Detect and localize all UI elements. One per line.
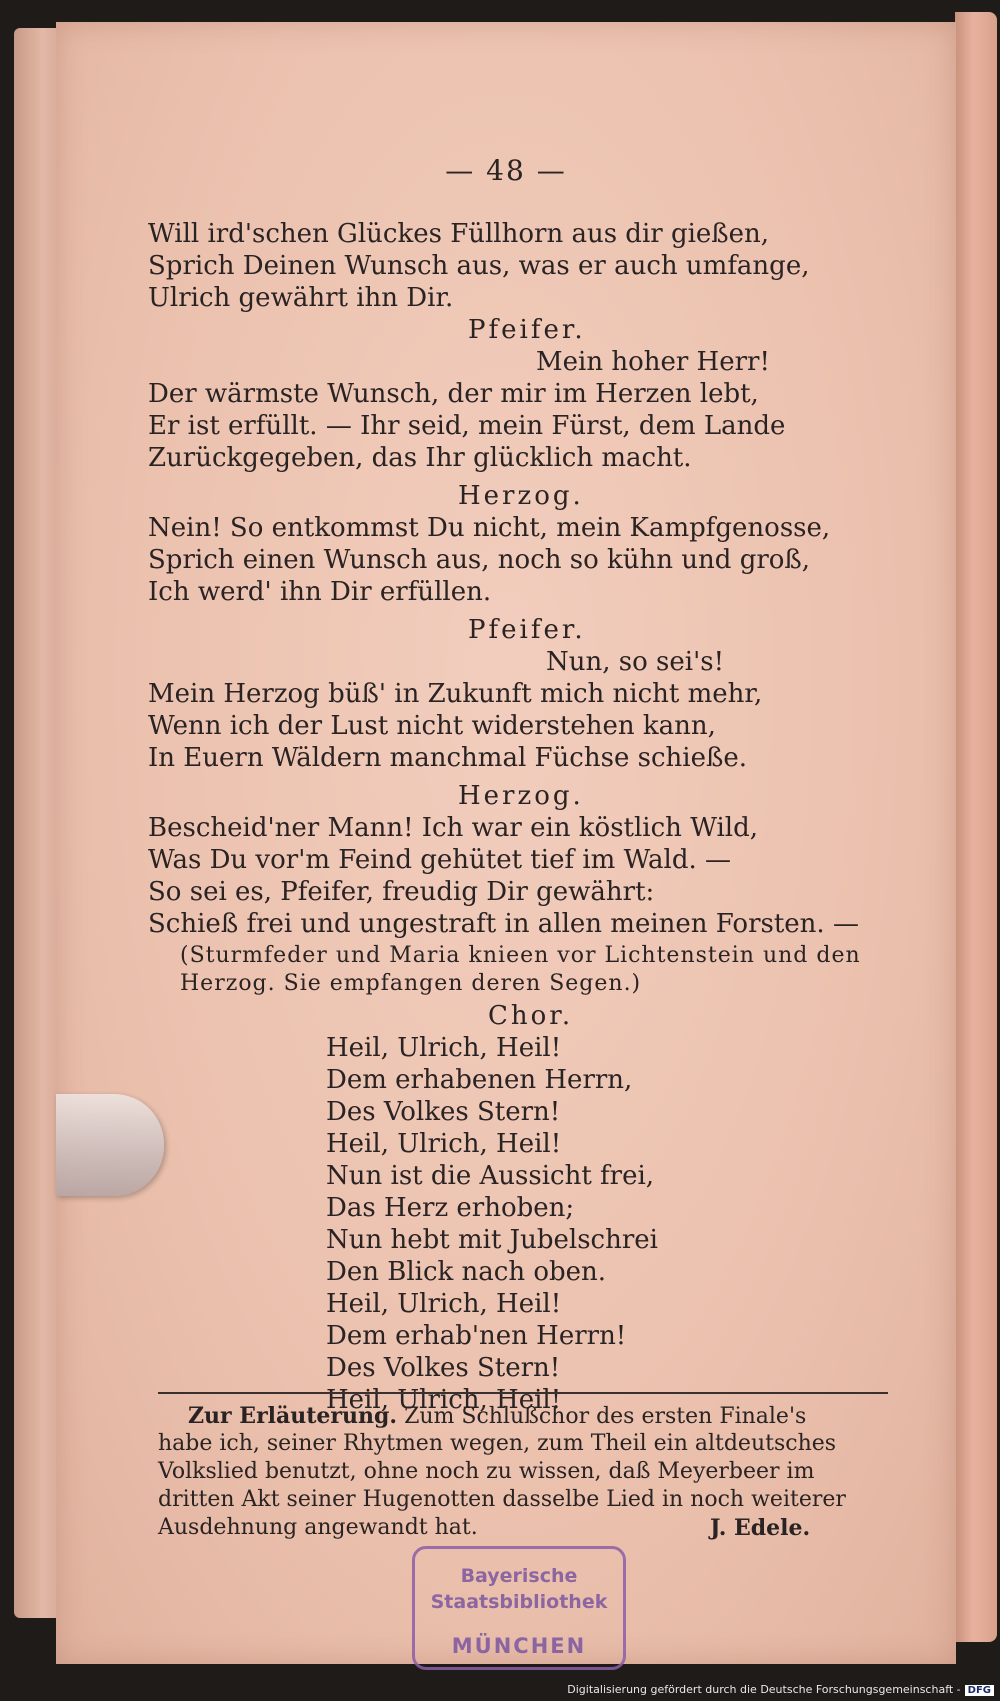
text-line: Ich werd' ihn Dir erfüllen. xyxy=(148,577,492,607)
text-line: Heil, Ulrich, Heil! xyxy=(326,1385,562,1415)
text-line: Den Blick nach oben. xyxy=(326,1257,607,1287)
text-line: Heil, Ulrich, Heil! xyxy=(326,1033,562,1063)
text-line: Ulrich gewährt ihn Dir. xyxy=(148,283,454,313)
text-line: Nun, so sei's! xyxy=(546,647,725,677)
text-line: Schieß frei und ungestraft in allen meinen Forsten. — xyxy=(148,909,859,939)
speaker-name: Herzog. xyxy=(458,481,584,511)
footnote-line: habe ich, seiner Rhytmen wegen, zum Theil ein altdeutsches xyxy=(158,1431,837,1456)
text-line: Nun hebt mit Jubelschrei xyxy=(326,1225,658,1255)
footnote-rule xyxy=(158,1392,888,1394)
digitization-credit xyxy=(0,1683,994,1696)
speaker-name: Chor. xyxy=(488,1001,574,1031)
text-line: Was Du vor'm Feind gehütet tief im Wald. — xyxy=(148,845,732,875)
stamp-line: MÜNCHEN xyxy=(451,1634,587,1658)
speaker-name: Herzog. xyxy=(458,781,584,811)
footnote-text: Zum Schlußchor des ersten Finale's xyxy=(404,1404,807,1429)
text-line: Dem erhab'nen Herrn! xyxy=(326,1321,627,1351)
speaker-name: Pfeifer. xyxy=(468,315,586,345)
text-line: Des Volkes Stern! xyxy=(326,1097,561,1127)
footnote-line: Ausdehnung angewandt hat. xyxy=(158,1515,478,1540)
credit-text: Digitalisierung gefördert durch die Deutsche Forschungsgemeinschaft - xyxy=(567,1683,961,1696)
dfg-logo: DFG xyxy=(965,1685,994,1696)
stage-direction: Herzog. Sie empfangen deren Segen.) xyxy=(180,971,642,996)
text-line: Bescheid'ner Mann! Ich war ein köstlich Wild, xyxy=(148,813,758,843)
text-line: So sei es, Pfeifer, freudig Dir gewährt: xyxy=(148,877,655,907)
footnote-line xyxy=(188,1402,806,1431)
book-edge-right xyxy=(955,12,997,1642)
book-page xyxy=(56,22,956,1664)
text-line: Nein! So entkommst Du nicht, mein Kampfgenosse, xyxy=(148,513,831,543)
text-line: Sprich einen Wunsch aus, noch so kühn und groß, xyxy=(148,545,811,575)
text-line: Nun ist die Aussicht frei, xyxy=(326,1161,655,1191)
page-number: — 48 — xyxy=(445,154,567,187)
text-line: Sprich Deinen Wunsch aus, was er auch umfange, xyxy=(148,251,810,281)
text-line: Dem erhabenen Herrn, xyxy=(326,1065,633,1095)
page-clip xyxy=(56,1094,164,1196)
stamp-line: Bayerische xyxy=(460,1565,578,1587)
footnote-signature: J. Edele. xyxy=(710,1515,811,1541)
footnote-heading: Zur Erläuterung. xyxy=(188,1403,398,1429)
stamp-line: Staatsbibliothek xyxy=(430,1591,608,1613)
text-line: In Euern Wäldern manchmal Füchse schieße. xyxy=(148,743,747,773)
speaker-name: Pfeifer. xyxy=(468,615,586,645)
text-line: Heil, Ulrich, Heil! xyxy=(326,1289,562,1319)
text-line: Mein hoher Herr! xyxy=(536,347,770,377)
footnote-line: Volkslied benutzt, ohne noch zu wissen, daß Meyerbeer im xyxy=(158,1459,815,1484)
text-line: Zurückgegeben, das Ihr glücklich macht. xyxy=(148,443,692,473)
text-line: Der wärmste Wunsch, der mir im Herzen lebt, xyxy=(148,379,759,409)
text-line: Das Herz erhoben; xyxy=(326,1193,575,1223)
stage-direction: (Sturmfeder und Maria knieen vor Lichtenstein und den xyxy=(180,943,861,968)
text-line: Heil, Ulrich, Heil! xyxy=(326,1129,562,1159)
text-line: Wenn ich der Lust nicht widerstehen kann, xyxy=(148,711,716,741)
library-stamp xyxy=(412,1546,626,1670)
text-line: Er ist erfüllt. — Ihr seid, mein Fürst, dem Lande xyxy=(148,411,786,441)
text-line: Des Volkes Stern! xyxy=(326,1353,561,1383)
text-line: Mein Herzog büß' in Zukunft mich nicht mehr, xyxy=(148,679,763,709)
footnote-line: dritten Akt seiner Hugenotten dasselbe Lied in noch weiterer xyxy=(158,1487,846,1512)
text-line: Will ird'schen Glückes Füllhorn aus dir gießen, xyxy=(148,219,770,249)
